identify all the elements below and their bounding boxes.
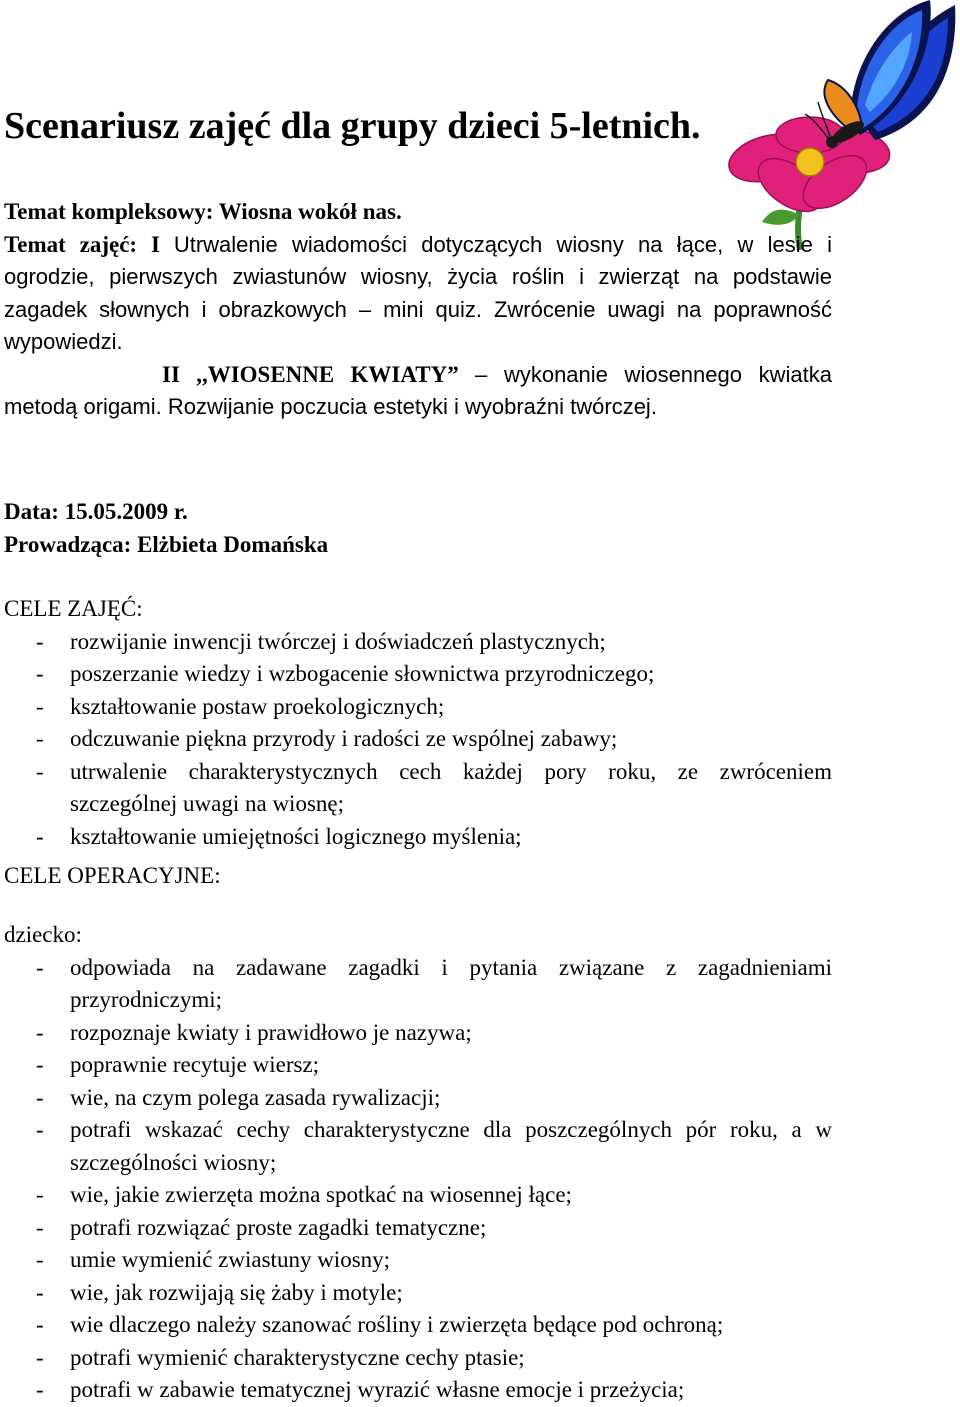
topic-lesson-part2-text: – wykonanie wiosennego kwiatka metodą origami. Rozwijanie poczucia estetyki i wyobraźni twórczej. — [4, 361, 833, 419]
list-item: - kształtowanie postaw proekologicznych; — [36, 693, 445, 719]
list-item: - wie dlaczego należy szanować rośliny i zwierzęta będące pod ochroną; — [36, 1312, 724, 1337]
goals-list — [4, 626, 832, 854]
list-item: - wie, jakie zwierzęta można spotkać na wiosennej łące; — [36, 1182, 572, 1207]
list-item: - potrafi wymienić charakterystyczne cechy ptasie; — [36, 1344, 525, 1370]
list-item: - potrafi wskazać cechy charakterystyczne dla poszczególnych pór roku, a w szczególności wiosny; — [36, 1117, 832, 1175]
operational-list — [4, 952, 832, 1407]
lesson-leader: Prowadząca: Elżbieta Domańska — [4, 531, 329, 557]
list-item: - poszerzanie wiedzy i wzbogacenie słownictwa przyrodniczego; — [36, 661, 655, 686]
list-item: - odczuwanie piękna przyrody i radości ze wspólnej zabawy; — [36, 726, 618, 751]
list-item: - wie, jak rozwijają się żaby i motyle; — [36, 1279, 403, 1305]
operational-list-section — [4, 919, 832, 1407]
list-item: - rozpoznaje kwiaty i prawidłowo je nazywa; — [36, 1019, 472, 1045]
page-title: Scenariusz zajęć dla grupy dzieci 5-letnich. — [4, 105, 701, 147]
list-item: - umie wymienić zwiastuny wiosny; — [36, 1247, 391, 1272]
meta-section — [4, 496, 832, 561]
topic-complex: Temat kompleksowy: Wiosna wokół nas. — [4, 199, 402, 224]
goals-heading: CELE ZAJĘĆ: — [4, 596, 143, 621]
operational-section — [4, 860, 832, 893]
list-item: - poprawnie recytuje wiersz; — [36, 1052, 320, 1077]
list-item: - utrwalenie charakterystycznych cech każdej pory roku, ze zwróceniem szczególnej uwagi na wiosnę; — [36, 758, 832, 816]
topic-lesson-part2 — [4, 359, 832, 424]
list-item: - potrafi rozwiązać proste zagadki tematyczne; — [36, 1214, 487, 1240]
child-label: dziecko: — [4, 922, 82, 947]
topic-lesson — [4, 229, 832, 359]
list-item: - wie, na czym polega zasada rywalizacji; — [36, 1084, 441, 1110]
operational-heading: CELE OPERACYJNE: — [4, 863, 221, 888]
lesson-date: Data: 15.05.2009 r. — [4, 499, 188, 524]
list-item: - rozwijanie inwencji twórczej i doświadczeń plastycznych; — [36, 628, 606, 654]
topic-lesson-part2-label: II ,,WIOSENNE KWIATY” — [162, 361, 459, 387]
list-item: - kształtowanie umiejętności logicznego myślenia; — [36, 823, 522, 849]
list-item: - odpowiada na zadawane zagadki i pytania związane z zagadnieniami przyrodniczymi; — [36, 954, 832, 1012]
list-item: - potrafi w zabawie tematycznej wyrazić własne emocje i przeżycia; — [36, 1377, 685, 1402]
topic-lesson-part1: Utrwalenie wiadomości dotyczących wiosny na łące, w lesie i ogrodzie, pierwszych zwiastunów wiosny, życia roślin i zwierząt na podstawie zagadek słownych i obrazkowych – mini quiz. Zwrócenie uwagi na poprawność wypowiedzi. — [4, 231, 833, 354]
goals-section — [4, 593, 832, 853]
topic-section — [4, 196, 832, 424]
topic-lesson-label: Temat zajęć: I — [4, 231, 160, 257]
